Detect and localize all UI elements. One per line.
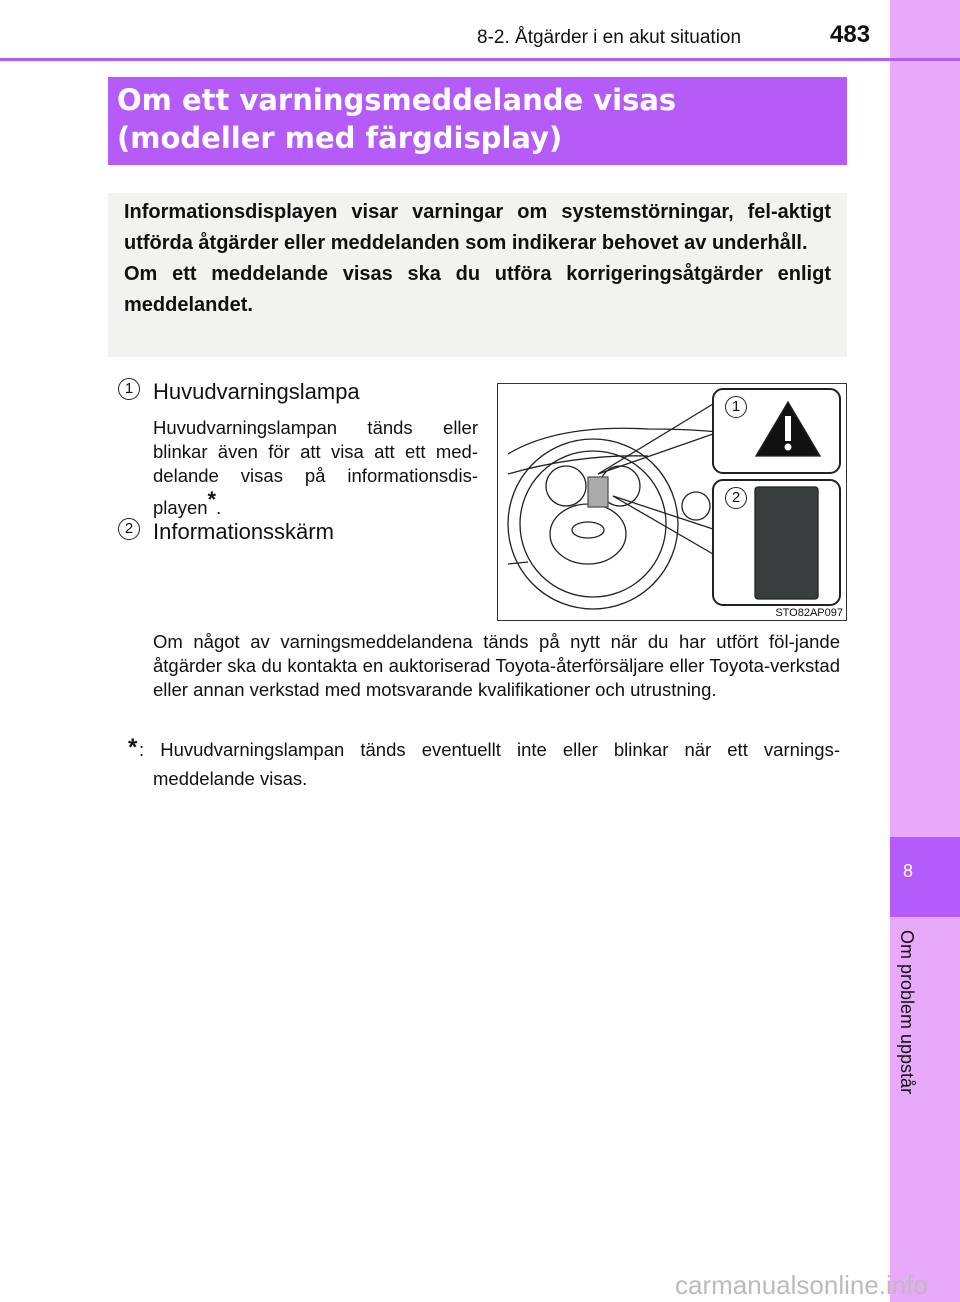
page-title: Om ett varningsmeddelande visas (modeller med färgdisplay)	[108, 77, 847, 165]
section-title: 8-2. Åtgärder i en akut situation	[477, 27, 742, 48]
footnote-text: : Huvudvarningslampan tänds eventuellt inte eller blinkar när ett varnings-meddelande visas.	[139, 739, 840, 789]
watermark: carmanualsonline.info	[675, 1270, 928, 1300]
intro-paragraph: Om ett meddelande visas ska du utföra korrigeringsåtgärder enligt meddelandet.	[124, 263, 831, 316]
chapter-sidebar	[890, 0, 960, 1302]
header-divider	[0, 58, 960, 61]
dashboard-illustration	[497, 383, 847, 621]
intro-box	[108, 193, 847, 357]
item-number-1: 1	[118, 378, 140, 400]
item-number-2: 2	[118, 518, 140, 540]
chapter-number-tab[interactable]: 8	[890, 837, 960, 917]
page-number: 483	[830, 21, 871, 48]
item-heading: Huvudvarningslampa	[153, 379, 360, 404]
callout-number-1: 1	[725, 396, 747, 418]
callout-number-2: 2	[725, 487, 747, 509]
footnote-star: *	[128, 734, 138, 761]
chapter-label: Om problem uppstår	[897, 930, 917, 1095]
footnote-mark: *	[207, 487, 217, 512]
figure-code: STO82AP097	[775, 607, 843, 619]
item-text-body: Huvudvarningslampan tänds eller blinkar även för att visa att ett med-delande visas på informationsdis-playen	[153, 417, 478, 519]
item-text	[153, 416, 478, 520]
body-paragraph: Om något av varningsmeddelandena tänds på nytt när du har utfört föl-jande åtgärder ska du kontakta en auktoriserad Toyota-återförsäljare eller Toyota-verkstad eller annan verkstad med motsvarande kvalifikationer och utrustning.	[153, 631, 840, 700]
footnote	[128, 735, 840, 793]
item-text-end: .	[216, 497, 222, 519]
intro-paragraph: Informationsdisplayen visar varningar om systemstörningar, fel-aktigt utförda åtgärder eller meddelanden som indikerar behovet av underhåll.	[124, 201, 831, 254]
item-heading: Informationsskärm	[153, 519, 334, 544]
